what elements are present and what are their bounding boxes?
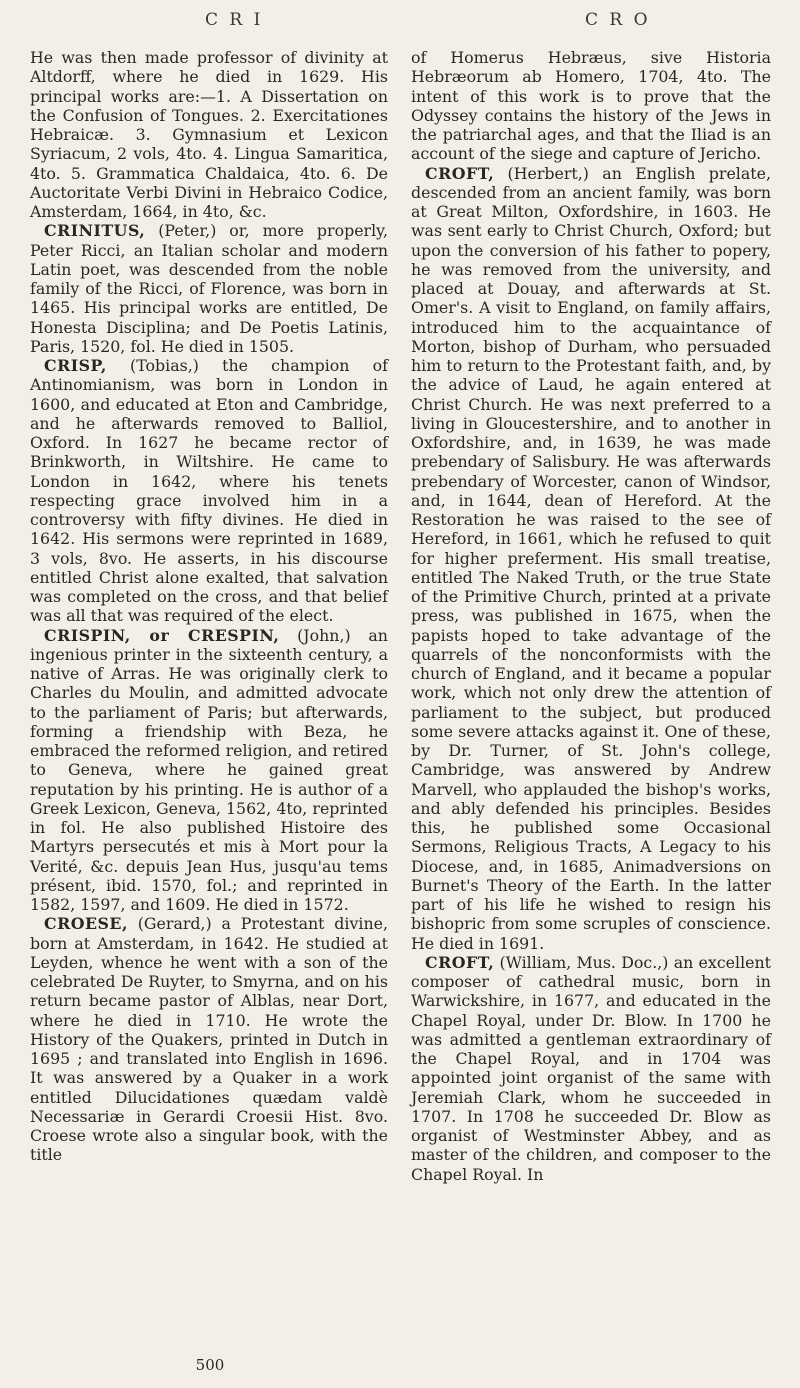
headword-croft-william: CROFT, (425, 952, 495, 972)
headword-croft-herbert: CROFT, (425, 163, 495, 183)
entry-crinitus-text: (Peter,) or, more properly, Peter Ricci, an Italian scholar and modern Latin poet, was descended from the noble family of the Ricci, of Florence, was born in 1465. His principal works are entitled, De Honesta Disciplina; and De Poetis Latinis, Paris, 1520, fol. He died in 1505. (30, 221, 388, 356)
entry-croese (30, 914, 388, 1164)
running-head-right: C R O (585, 10, 651, 30)
headword-crisp: CRISP, (44, 356, 107, 375)
running-head-left: C R I (205, 10, 264, 30)
entry-continuation-croese: of Homerus Hebræus, sive Historia Hebræorum ab Homero, 1704, 4to. The intent of this work is to prove that the Odyssey contains the history of the Jews in the patriarchal ages, and that the Iliad is an account of the siege and capture of Jericho. (411, 48, 771, 164)
entry-crinitus (30, 221, 388, 356)
entry-continuation: He was then made professor of divinity at Altdorff, where he died in 1629. His principal works are:—1. A Dissertation on the Confusion of Tongues. 2. Exercitationes Hebraicæ. 3. Gymnasium et Lexicon Syriacum, 2 vols, 4to. 4. Lingua Samaritica, 4to. 5. Grammatica Chaldaica, 4to. 6. De Auctoritate Verbi Divini in Hebraico Codice, Amsterdam, 1664, in 4to, &c. (30, 48, 388, 221)
entry-croft-herbert (411, 164, 771, 953)
entry-crispin-text: (John,) an ingenious printer in the sixteenth century, a native of Arras. He was originally clerk to Charles du Moulin, and admitted advocate to the parliament of Paris; but afterwards, forming a friendship with Beza, he embraced the reformed religion, and retired to Geneva, where he gained great reputation by his printing. He is author of a Greek Lexicon, Geneva, 1562, 4to, reprinted in fol. He also published Histoire des Martyrs persecutés et mis à Mort pour la Verité, &c. depuis Jean Hus, jusqu'au tems présent, ibid. 1570, fol.; and reprinted in 1582, 1597, and 1609. He died in 1572. (30, 625, 388, 914)
headword-croese: CROESE, (44, 914, 128, 934)
entry-croft-william-text: (William, Mus. Doc.,) an excellent composer of cathedral music, born in Warwickshire, in 1677, and educated in the Chapel Royal, under Dr. Blow. In 1700 he was admitted a gentleman extraordinary of the Chapel Royal, and in 1704 was appointed joint organist of the same with Jeremiah Clark, whom he succeeded in 1707. In 1708 he succeeded Dr. Blow as organist of Westminster Abbey, and as master of the children, and composer to the Chapel Royal. In (411, 952, 771, 1184)
entry-croese-text: (Gerard,) a Protestant divine, born at Amsterdam, in 1642. He studied at Leyden, whence he went with a son of the celebrated De Ruyter, to Smyrna, and on his return became pastor of Alblas, near Dort, where he died in 1710. He wrote the History of the Quakers, printed in Dutch in 1695 ; and translated into English in 1696. It was answered by a Quaker in a work entitled Dilucidationes quædam valdè Necessariæ in Gerardi Croesii Hist. 8vo. Croese wrote also a singular book, with the title (30, 914, 388, 1165)
headword-crispin: CRISPIN, or CRESPIN, (44, 625, 280, 645)
entry-crisp-text: (Tobias,) the champion of Antinomianism, was born in London in 1600, and educated at Eton and Cambridge, and he afterwards removed to Balliol, Oxford. In 1627 he became rector of Brinkworth, in Wiltshire. He came to London in 1642, where his tenets respecting grace involved him in a controversy with fifty divines. He died in 1642. His sermons were reprinted in 1689, 3 vols, 8vo. He asserts, in his discourse entitled Christ alone exalted, that salvation was completed on the cross, and that belief was all that was required of the elect. (30, 356, 388, 626)
entry-crisp (30, 356, 388, 626)
left-column (30, 48, 388, 1165)
text-columns (0, 48, 800, 1348)
page-number: 500 (195, 1356, 225, 1374)
running-head (0, 10, 800, 40)
right-column (411, 48, 771, 1184)
entry-croft-herbert-text: (Herbert,) an English prelate, descended from an ancient family, was born at Great Milton, Oxfordshire, in 1603. He was sent early to Christ Church, Oxford; but upon the conversion of his father to popery, he was removed from the university, and placed at Douay, and afterwards at St. Omer's. A visit to England, on family affairs, introduced him to the acquaintance of Morton, bishop of Durham, who persuaded him to return to the Protestant faith, and, by the advice of Laud, he again entered at Christ Church. He was next preferred to a living in Gloucestershire, and to another in Oxfordshire, and, in 1639, he was made prebendary of Salisbury. He was afterwards prebendary of Worcester, canon of Windsor, and, in 1644, dean of Hereford. At the Restoration he was raised to the see of Hereford, in 1661, which he refused to quit for higher preferment. His small treatise, entitled The Naked Truth, or the true State of the Primitive Church, printed at a private press, was published in 1675, when the papists hoped to take advantage of the quarrels of the nonconformists with the church of England, and it became a popular work, which not only drew the attention of parliament to the subject, but produced some severe attacks against it. One of these, by Dr. Turner, of St. John's college, Cambridge, was answered by Andrew Marvell, who applauded the bishop's works, and ably defended his principles. Besides this, he published some Occasional Sermons, Religious Tracts, A Legacy to his Diocese, and, in 1685, Animadversions on Burnet's Theory of the Earth. In the latter part of his life he wished to resign his bishopric from some scruples of conscience. He died in 1691. (411, 163, 771, 953)
headword-crinitus: CRINITUS, (44, 221, 146, 241)
entry-crispin (30, 626, 388, 915)
entry-croft-william (411, 953, 771, 1184)
